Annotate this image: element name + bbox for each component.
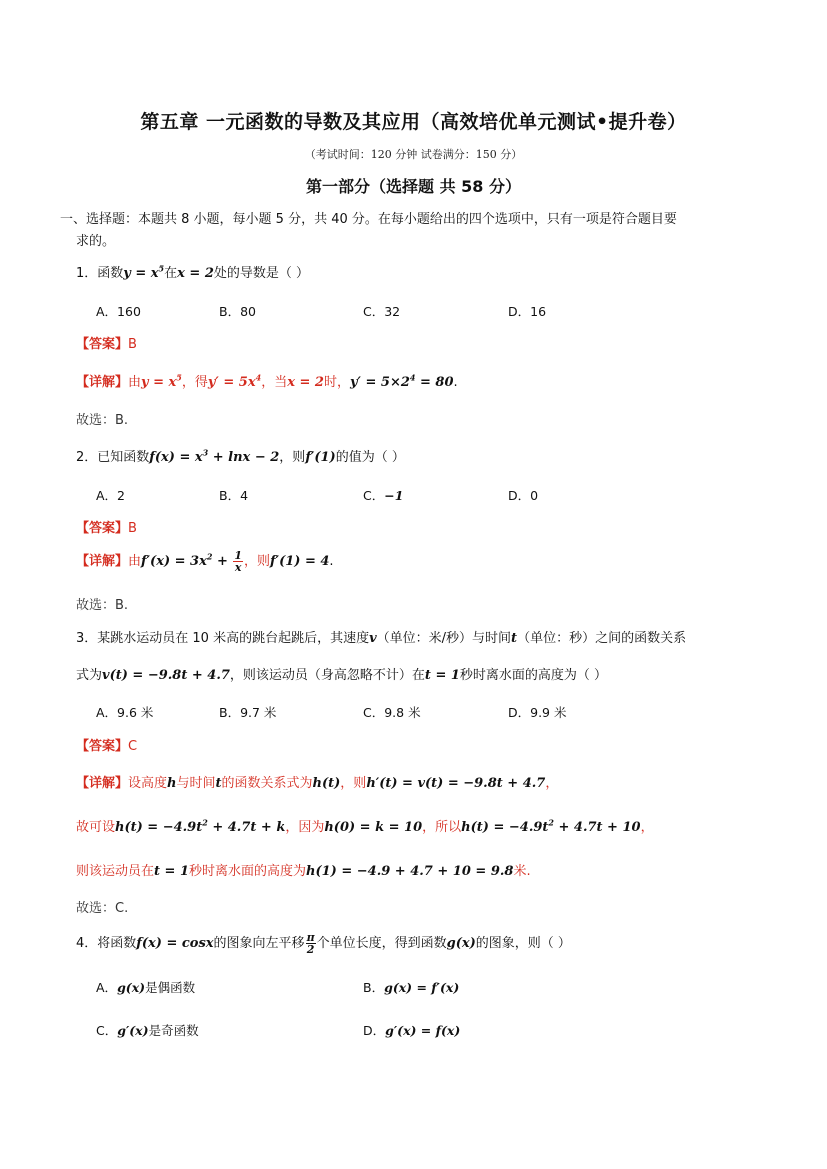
fraction: $\frac{1}{x}$	[234, 549, 243, 574]
fraction: $\frac{\pi}{2}$	[306, 931, 315, 956]
q2-answer: 【答案】B	[76, 521, 137, 536]
q3-option-d: D．9.9 米	[508, 705, 567, 720]
exam-info: （考试时间：120 分钟 试卷满分：150 分）	[304, 148, 523, 161]
q2-option-d: D．0	[508, 488, 539, 503]
q1-option-d: D．16	[508, 304, 547, 319]
question-2: 2．已知函数$f(x) = x^3 + \ln x - 2$，则f′(1)的值为（ ）	[76, 447, 405, 465]
question-3-line1: 3．某跳水运动员在 10 米高的跳台起跳后，其速度v（单位：米/秒）与时间t（单位：秒）之间的函数关系	[76, 631, 687, 646]
question-3-line2: 式为v(t) = −9.8t + 4.7，则该运动员（身高忽略不计）在t = 1秒时离水面的高度为（ ）	[76, 668, 608, 683]
q2-detail: 【详解】由$f'(x) = 3x^2$ + $\frac{1}{x}$ ，则f′(1) = 4.	[76, 549, 334, 574]
q3-option-b: B．9.7 米	[219, 705, 277, 720]
page-title: 第五章 一元函数的导数及其应用（高效培优单元测试•提升卷）	[140, 111, 687, 133]
q3-answer: 【答案】C	[76, 739, 138, 754]
q1-choose: 故选：B.	[76, 413, 129, 428]
question-1: 1．函数$y = x^5$在x = 2处的导数是（ ）	[76, 263, 310, 281]
q3-option-a: A．9.6 米	[96, 705, 154, 720]
q3-option-c: C．9.8 米	[363, 705, 421, 720]
q4-option-a: A．g(x)是偶函数	[96, 980, 196, 995]
q4-option-d: D．g′(x) = f(x)	[363, 1023, 461, 1038]
q2-choose: 故选：B.	[76, 598, 129, 613]
q3-choose: 故选：C.	[76, 901, 129, 916]
question-4: 4．将函数f(x) = cosx的图象向左平移 $\frac{\pi}{2}$ 个单位长度，得到函数g(x)的图象，则（ ）	[76, 931, 571, 956]
instructions-line1: 一、选择题：本题共 8 小题，每小题 5 分，共 40 分。在每小题给出的四个选项中，只有一项是符合题目要	[60, 212, 677, 227]
q2-option-c: C．−1	[363, 488, 404, 503]
q4-option-b: B．g(x) = f′(x)	[363, 980, 460, 995]
q2-option-a: A．2	[96, 488, 126, 503]
instructions-line2: 求的。	[76, 234, 116, 249]
q3-detail-line3: 则该运动员在t = 1秒时离水面的高度为h(1) = −4.9 + 4.7 + 10 = 9.8米.	[76, 864, 531, 879]
math-expression: $y = x^5$	[123, 263, 165, 281]
section-instructions	[60, 209, 760, 253]
q3-detail-line2: 故可设$h(t) = -4.9t^2 + 4.7t + k$，因为h(0) = k = 10，所以$h(t) = -4.9t^2 + 4.7t + 10$，	[76, 817, 654, 835]
q1-detail: 【详解】由$y = x^5$，得$y' = 5x^4$，当x = 2时，$y' = 5\times 2^4 = 80$.	[76, 372, 458, 390]
q1-option-c: C．32	[363, 304, 401, 319]
q3-detail-line1: 【详解】设高度h与时间t的函数关系式为h(t)，则h′(t) = v(t) = −9.8t + 4.7，	[76, 776, 559, 791]
q1-option-a: A．160	[96, 304, 141, 319]
q2-option-b: B．4	[219, 488, 249, 503]
part-title: 第一部分（选择题 共 58 分）	[306, 177, 521, 196]
q4-option-c: C．g′(x)是奇函数	[96, 1023, 199, 1038]
q1-option-b: B．80	[219, 304, 256, 319]
q1-answer: 【答案】B	[76, 337, 137, 352]
